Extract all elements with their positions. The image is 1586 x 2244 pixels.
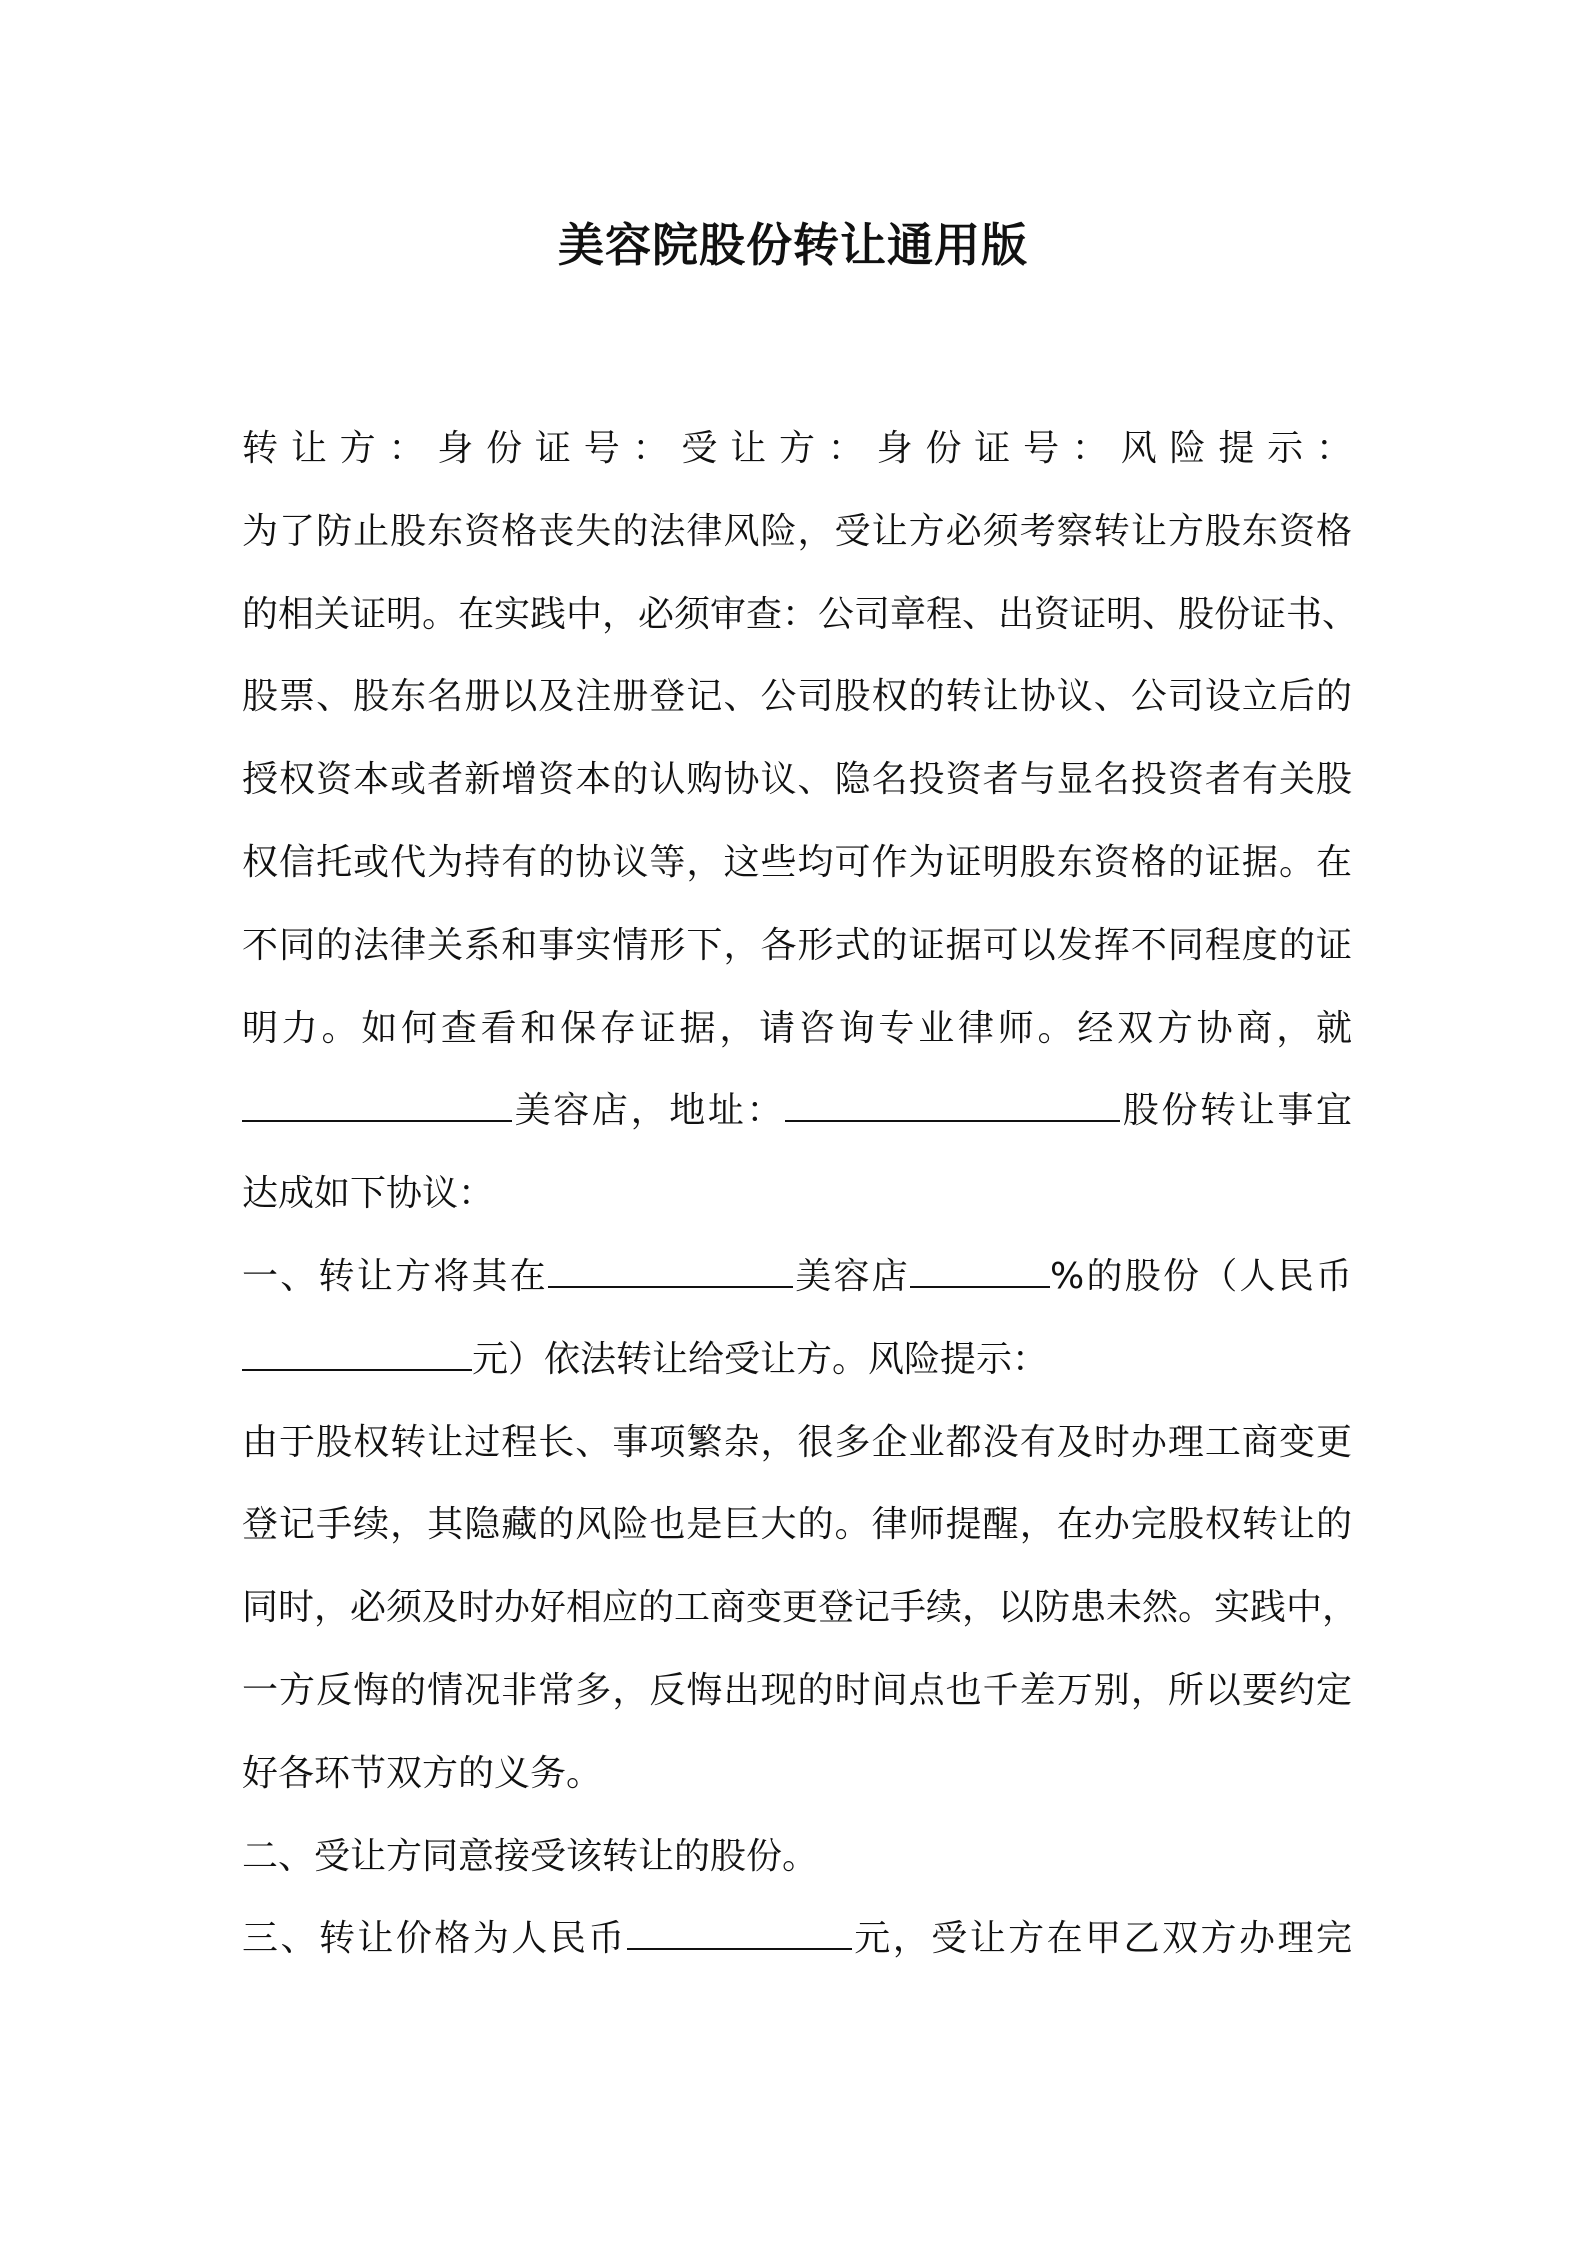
document-body — [242, 408, 1359, 1981]
paragraph-line: 为了防止股东资格丧失的法律风险，受让方必须考察转让方股东资格 — [242, 510, 1352, 552]
paragraph-line: 明力。如何查看和保存证据，请咨询专业律师。经双方协商，就 — [242, 1007, 1352, 1049]
paragraph-line: 的相关证明。在实践中，必须审查：公司章程、出资证明、股份证书、 — [242, 593, 1359, 635]
text-segment: 一、转让方将其在 — [242, 1255, 549, 1297]
text-segment: 元，受让方在甲乙双方办理完 — [851, 1918, 1352, 1960]
price-blank[interactable] — [627, 1918, 852, 1950]
store-blank[interactable] — [548, 1256, 793, 1288]
text-segment: 元）依法转让给受让方。风险提示： — [472, 1338, 1049, 1380]
paragraph-line: 达成如下协议： — [242, 1173, 495, 1215]
clause-two-line: 二、受让方同意接受该转让的股份。 — [242, 1835, 819, 1877]
text-segment: 三、转让价格为人民币 — [242, 1918, 627, 1960]
clause-three-line — [242, 1898, 1352, 1981]
paragraph-line: 登记手续，其隐藏的风险也是巨大的。律师提醒，在办完股权转让的 — [242, 1504, 1352, 1546]
percent-blank[interactable] — [910, 1256, 1050, 1288]
text-segment: 美容店 — [793, 1255, 911, 1297]
address-blank[interactable] — [785, 1090, 1120, 1122]
paragraph-line: 授权资本或者新增资本的认购协议、隐名投资者与显名投资者有关股 — [242, 759, 1352, 801]
paragraph-line: 一方反悔的情况非常多，反悔出现的时间点也千差万别，所以要约定 — [242, 1669, 1352, 1711]
clause-one-continued — [242, 1319, 1352, 1402]
store-name-blank[interactable] — [242, 1090, 512, 1122]
amount-blank[interactable] — [242, 1339, 472, 1371]
text-segment: %的股份（人民币 — [1050, 1255, 1352, 1297]
paragraph-line: 权信托或代为持有的协议等，这些均可作为证明股东资格的证据。在 — [242, 841, 1352, 883]
text-segment: 股份转让事宜 — [1120, 1090, 1352, 1132]
paragraph-line: 好各环节双方的义务。 — [242, 1752, 603, 1794]
paragraph-line: 不同的法律关系和事实情形下，各形式的证据可以发挥不同程度的证 — [242, 924, 1352, 966]
clause-one-line — [242, 1236, 1352, 1319]
text-segment: 美容店，地址： — [512, 1090, 786, 1132]
paragraph-line: 同时，必须及时办好相应的工商变更登记手续，以防患未然。实践中， — [242, 1587, 1359, 1629]
paragraph-line: 股票、股东名册以及注册登记、公司股权的转让协议、公司设立后的 — [242, 676, 1352, 718]
store-address-line — [242, 1070, 1352, 1153]
party-info-line: 转让方：身份证号：受让方：身份证号：风险提示： — [242, 428, 1352, 469]
paragraph-line: 由于股权转让过程长、事项繁杂，很多企业都没有及时办理工商变更 — [242, 1421, 1352, 1463]
document-title: 美容院股份转让通用版 — [558, 218, 1028, 272]
